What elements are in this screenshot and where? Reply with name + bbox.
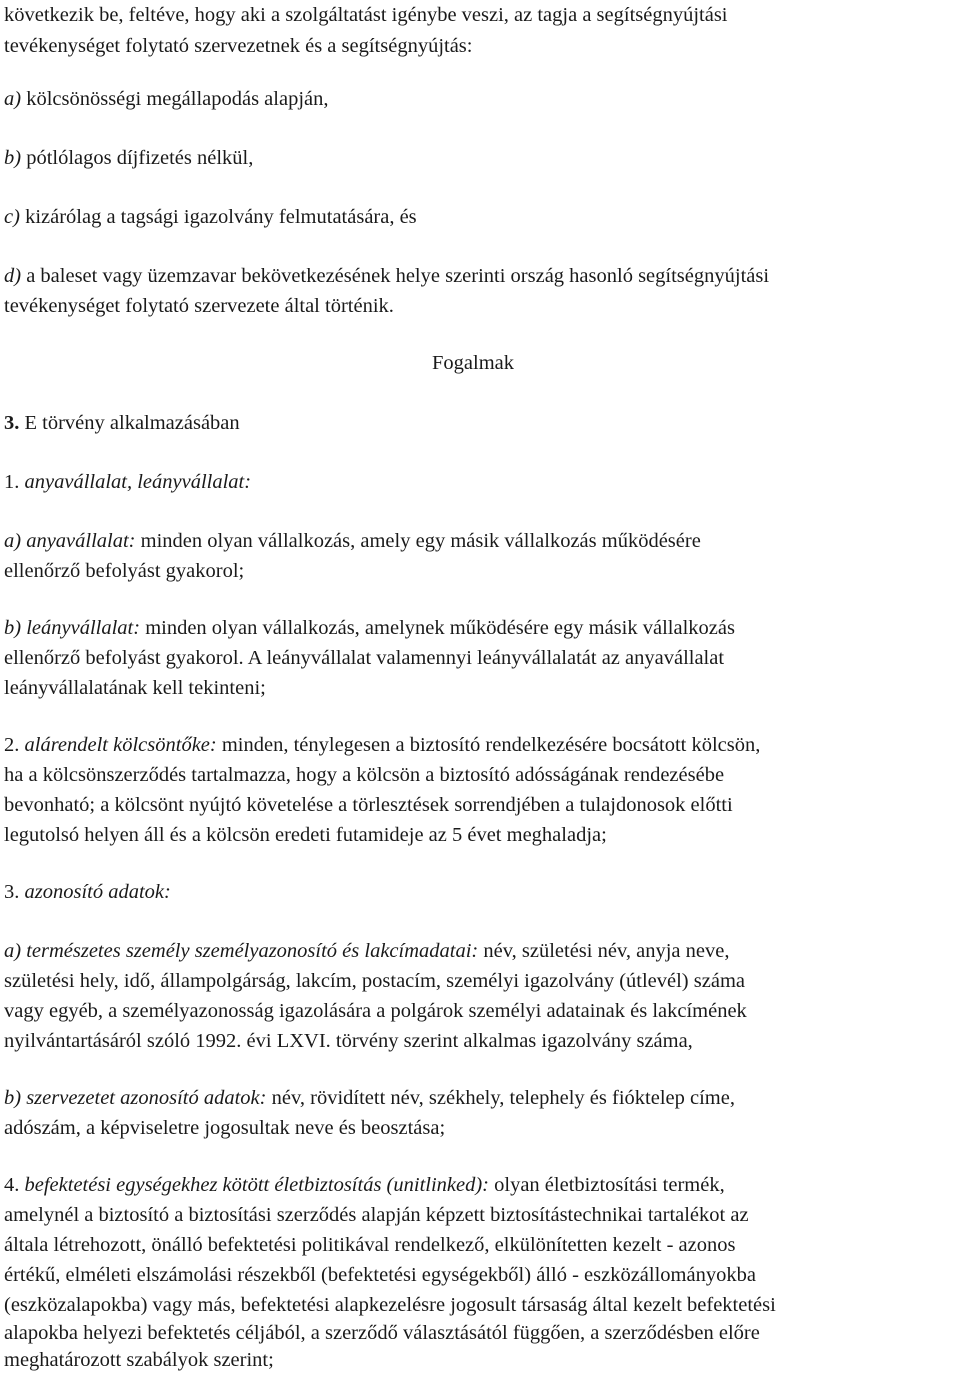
text-line (4, 673, 956, 703)
definition-3 (4, 877, 956, 907)
definition-text: ha a kölcsönszerződés tartalmazza, hogy a kölcsön a biztosító adósságának rendezésébe (4, 764, 725, 786)
list-text: kizárólag a tagsági igazolvány felmutatására, és (19, 206, 417, 228)
text-line (4, 1200, 956, 1230)
section-intro: E törvény alkalmazásában (19, 412, 240, 434)
definition-text: minden olyan vállalkozás, amelynek működésére egy másik vállalkozás (140, 617, 735, 639)
definition-text: bevonható; a kölcsönt nyújtó követelése a törlesztések sorrendjében a tulajdonosok előtti (4, 794, 733, 816)
section-number-line (4, 408, 956, 438)
text-line (4, 1260, 956, 1290)
definition-2 (4, 730, 956, 760)
text-line (4, 790, 956, 820)
list-text: a baleset vagy üzemzavar bekövetkezésének helye szerinti ország hasonló segítségnyújtási (21, 265, 770, 287)
text-line (4, 31, 956, 61)
definition-text: olyan életbiztosítási termék, (489, 1174, 725, 1196)
list-marker: a) (4, 88, 22, 110)
list-marker: b) (4, 147, 22, 169)
text-line (4, 1230, 956, 1260)
text-line (4, 291, 956, 321)
definition-term: anyavállalat, leányvállalat: (19, 471, 252, 493)
text-line (4, 1290, 956, 1320)
text-line (4, 760, 956, 790)
list-text: pótlólagos díjfizetés nélkül, (21, 147, 254, 169)
list-item-d (4, 261, 956, 291)
definition-text: születési hely, idő, állampolgárság, lakcím, postacím, személyi igazolvány (útlevél) száma (4, 970, 745, 992)
text-line (4, 1345, 956, 1375)
definition-text: leányvállalatának kell tekinteni; (4, 677, 266, 699)
definition-text: alapokba helyezi befektetés céljából, a szerződő választásától függően, a szerződésben előre (4, 1322, 760, 1344)
definition-number: 2. (4, 734, 20, 756)
list-marker: c) (4, 206, 20, 228)
list-text: kölcsönösségi megállapodás alapján, (21, 88, 329, 110)
text-line (4, 966, 956, 996)
definition-text: meghatározott szabályok szerint; (4, 1349, 274, 1371)
text-line (4, 643, 956, 673)
list-marker: d) (4, 265, 22, 287)
definition-text: ellenőrző befolyást gyakorol; (4, 560, 245, 582)
definition-text: minden, ténylegesen a biztosító rendelkezésére bocsátott kölcsön, (216, 734, 761, 756)
paragraph-text: tevékenységet folytató szervezete által történik. (4, 295, 394, 317)
definition-text: legutolsó helyen áll és a kölcsön eredeti futamideje az 5 évet meghaladja; (4, 824, 607, 846)
definition-number: 1. (4, 471, 20, 493)
definition-text: név, rövidített név, székhely, telephely és fióktelep címe, (266, 1087, 735, 1109)
text-line (4, 0, 956, 30)
definition-text: ellenőrző befolyást gyakorol. A leányvállalat valamennyi leányvállalatát az anyavállalat (4, 647, 725, 669)
definition-3b (4, 1083, 956, 1113)
definition-term: a) természetes személy személyazonosító és lakcímadatai: (4, 940, 479, 962)
definition-1b (4, 613, 956, 643)
list-item-a (4, 84, 956, 114)
definition-term: befektetési egységekhez kötött életbiztosítás (unitlinked): (19, 1174, 490, 1196)
definition-text: általa létrehozott, önálló befektetési politikával rendelkező, elkülönítetten kezelt - azonos (4, 1234, 736, 1256)
definition-text: értékű, elméleti elszámolási részekből (befektetési egységekből) álló - eszközállományokba (4, 1264, 756, 1286)
text-line (4, 556, 956, 586)
text-line (4, 1026, 956, 1056)
definition-text: amelynél a biztosító a biztosítási szerződés alapján képzett biztosítástechnikai tartalékot az (4, 1204, 749, 1226)
text-line (4, 996, 956, 1026)
definition-3a (4, 936, 956, 966)
section-number: 3. (4, 412, 20, 434)
definition-text: minden olyan vállalkozás, amely egy másik vállalkozás működésére (135, 530, 701, 552)
definition-4 (4, 1170, 956, 1200)
paragraph-text: tevékenységet folytató szervezetnek és a segítségnyújtás: (4, 35, 473, 57)
paragraph-text: következik be, feltéve, hogy aki a szolgáltatást igénybe veszi, az tagja a segítségnyújtási (4, 4, 728, 26)
list-item-c (4, 202, 956, 232)
definition-term: alárendelt kölcsöntőke: (19, 734, 217, 756)
definition-text: (eszközalapokba) vagy más, befektetési alapkezelésre jogosult társaság által kezelt befektetési (4, 1294, 776, 1316)
definition-text: vagy egyéb, a személyazonosság igazolására a polgárok személyi adatainak és lakcímének (4, 1000, 747, 1022)
text-line (4, 820, 956, 850)
definition-term: a) anyavállalat: (4, 530, 136, 552)
definition-number: 3. (4, 881, 20, 903)
definition-1 (4, 467, 956, 497)
definition-text: név, születési név, anyja neve, (478, 940, 730, 962)
text-line (4, 1318, 956, 1348)
text-line (4, 1113, 956, 1143)
list-item-b (4, 143, 956, 173)
definition-number: 4. (4, 1174, 20, 1196)
definition-term: b) szervezetet azonosító adatok: (4, 1087, 267, 1109)
definition-term: azonosító adatok: (19, 881, 171, 903)
definition-text: nyilvántartásáról szóló 1992. évi LXVI. törvény szerint alkalmas igazolvány száma, (4, 1030, 693, 1052)
definition-term: b) leányvállalat: (4, 617, 141, 639)
section-heading: Fogalmak (432, 352, 514, 374)
definition-1a (4, 526, 956, 556)
definition-text: adószám, a képviseletre jogosultak neve és beosztása; (4, 1117, 446, 1139)
